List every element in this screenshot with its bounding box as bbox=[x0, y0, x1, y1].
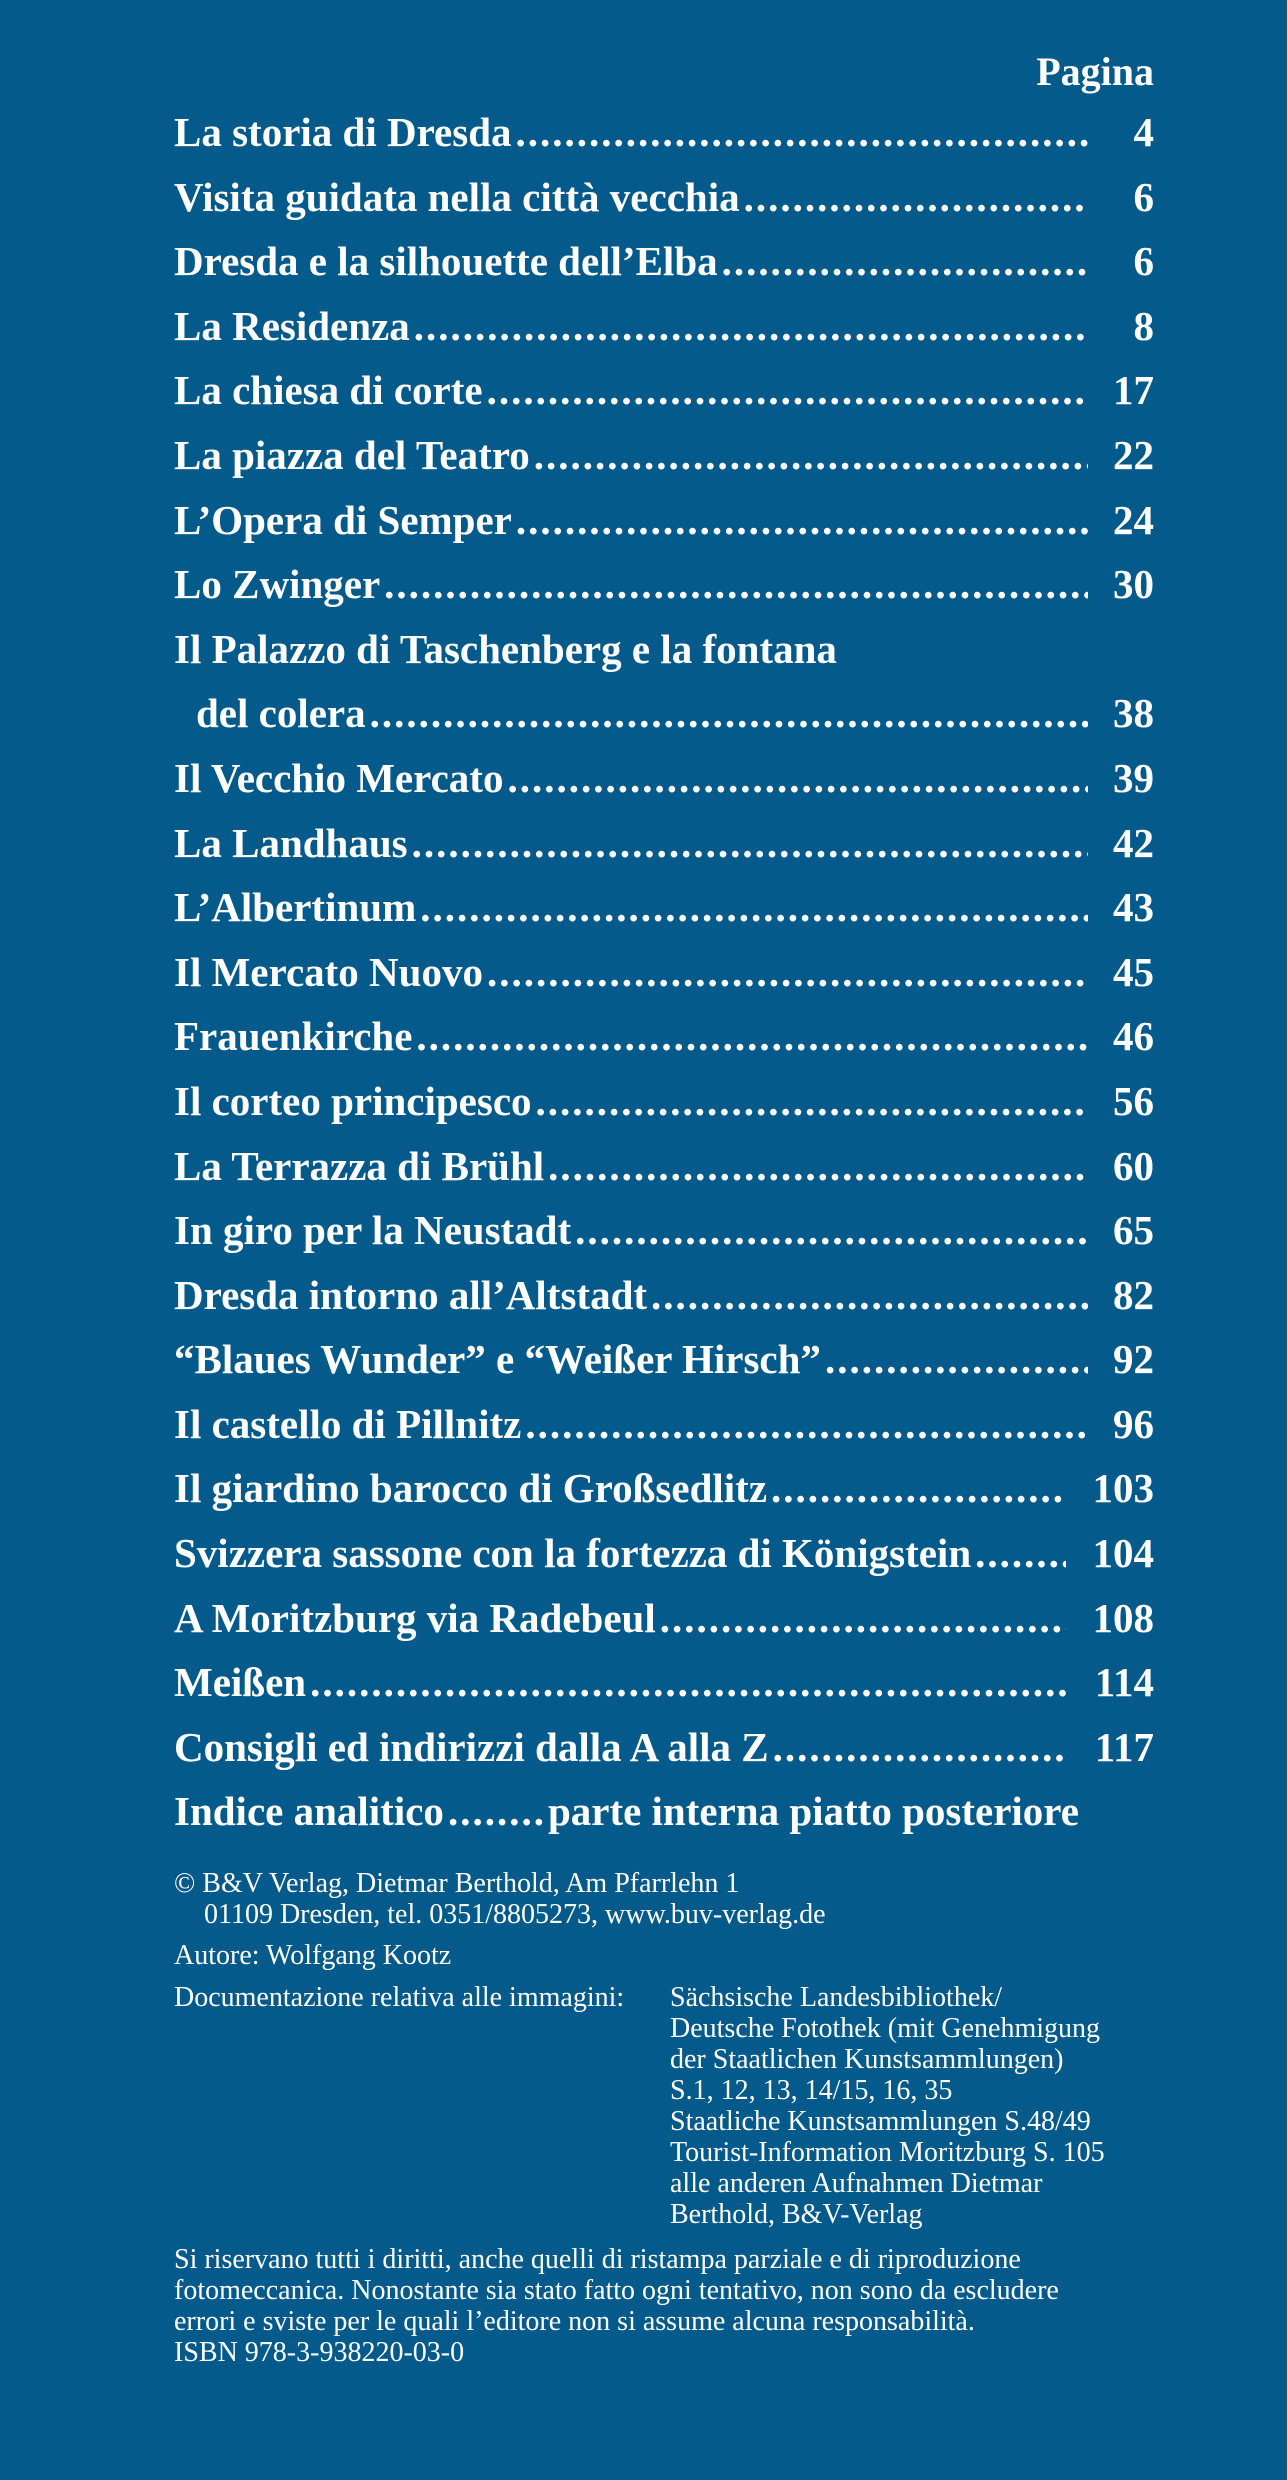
toc-page: 42 bbox=[1113, 819, 1154, 866]
leader-dots bbox=[722, 237, 1088, 285]
leader-dots bbox=[310, 1658, 1066, 1706]
leader-dots bbox=[448, 1787, 544, 1835]
toc-title: L’Opera di Semper bbox=[174, 496, 512, 543]
toc-page: 17 bbox=[1113, 367, 1154, 414]
toc-page: 56 bbox=[1113, 1077, 1154, 1124]
toc-title: La piazza del Teatro bbox=[174, 431, 530, 478]
toc-title: Il giardino barocco di Großsedlitz bbox=[174, 1465, 768, 1512]
image-credit-line: S.1, 12, 13, 14/15, 16, 35 bbox=[670, 2075, 953, 2106]
toc-page: 43 bbox=[1113, 884, 1154, 931]
toc-entry bbox=[174, 1594, 1154, 1659]
toc-page: 22 bbox=[1113, 431, 1154, 478]
toc-page: 114 bbox=[1094, 1659, 1154, 1706]
leader-dots bbox=[771, 1464, 1066, 1512]
image-credit-line: Tourist-Information Moritzburg S. 105 bbox=[670, 2137, 1105, 2168]
image-credits-label: Documentazione relativa alle immagini: bbox=[174, 1982, 625, 2013]
toc-title: La Landhaus bbox=[174, 819, 408, 866]
toc-entry bbox=[174, 366, 1154, 431]
toc-entry bbox=[174, 1529, 1154, 1594]
toc-page: 108 bbox=[1092, 1594, 1154, 1641]
toc-page: 82 bbox=[1113, 1271, 1154, 1318]
leader-dots bbox=[651, 1271, 1088, 1319]
toc-title: Visita guidata nella città vecchia bbox=[174, 173, 740, 220]
image-credit-line: alle anderen Aufnahmen Dietmar bbox=[670, 2168, 1043, 2199]
toc-page: 92 bbox=[1113, 1336, 1154, 1383]
leader-dots bbox=[744, 173, 1088, 221]
toc-title: “Blaues Wunder” e “Weißer Hirsch” bbox=[174, 1336, 821, 1383]
toc-title: La Terrazza di Brühl bbox=[174, 1142, 545, 1189]
leader-dots bbox=[575, 1206, 1088, 1254]
toc-entry bbox=[174, 496, 1154, 561]
toc-entry bbox=[174, 1206, 1154, 1271]
leader-dots bbox=[412, 819, 1088, 867]
toc-title: In giro per la Neustadt bbox=[174, 1207, 572, 1254]
image-credits-list bbox=[670, 1982, 1154, 2230]
toc-entry bbox=[174, 1335, 1154, 1400]
toc-entry bbox=[174, 108, 1154, 173]
toc-page: 8 bbox=[1133, 302, 1154, 349]
toc-title: Il castello di Pillnitz bbox=[174, 1400, 522, 1447]
leader-dots bbox=[414, 302, 1088, 350]
toc-title: Il Palazzo di Taschenberg e la fontana bbox=[174, 625, 837, 672]
leader-dots bbox=[536, 1077, 1088, 1125]
toc-entry bbox=[174, 560, 1154, 625]
toc-entry bbox=[174, 173, 1154, 238]
toc-title: La storia di Dresda bbox=[174, 109, 512, 155]
toc-title: Dresda e la silhouette dell’Elba bbox=[174, 238, 718, 285]
publisher-address: 01109 Dresden, tel. 0351/8805273, www.buv-verlag.de bbox=[204, 1899, 826, 1930]
rights-line: errori e sviste per le quali l’editore non si assume alcuna responsabilità. bbox=[174, 2306, 975, 2337]
toc-page: 39 bbox=[1113, 754, 1154, 801]
toc-title: Lo Zwinger bbox=[174, 561, 381, 608]
author-line: Autore: Wolfgang Kootz bbox=[174, 1940, 452, 1971]
toc-page: 24 bbox=[1113, 496, 1154, 543]
leader-dots bbox=[384, 560, 1088, 608]
toc-entry bbox=[174, 819, 1154, 884]
toc-entry bbox=[174, 1787, 1154, 1852]
toc-entry bbox=[174, 1271, 1154, 1336]
toc-entry bbox=[174, 754, 1154, 819]
toc-page: parte interna piatto posteriore bbox=[547, 1788, 1079, 1835]
image-credit-line: Deutsche Fotothek (mit Genehmigung bbox=[670, 2013, 1101, 2044]
rights-line: Si riservano tutti i diritti, anche quelli di ristampa parziale e di riproduzione bbox=[174, 2244, 1021, 2275]
toc-entry bbox=[174, 1658, 1154, 1723]
toc-entry bbox=[174, 883, 1154, 948]
toc-title: Il Mercato Nuovo bbox=[174, 948, 483, 995]
image-credit-line: der Staatlichen Kunstsammlungen) bbox=[670, 2044, 1064, 2075]
toc-title: L’Albertinum bbox=[174, 884, 417, 931]
toc-entry bbox=[174, 689, 1154, 754]
leader-dots bbox=[516, 496, 1088, 544]
toc-title: Meißen bbox=[174, 1659, 307, 1706]
toc-page: 45 bbox=[1113, 948, 1154, 995]
image-credit-line: Staatliche Kunstsammlungen S.48/49 bbox=[670, 2106, 1091, 2137]
toc-title: Indice analitico bbox=[174, 1788, 444, 1835]
toc-page: 6 bbox=[1133, 238, 1154, 285]
toc-entry bbox=[174, 948, 1154, 1013]
toc-page: 38 bbox=[1113, 690, 1154, 737]
toc-page: 30 bbox=[1113, 561, 1154, 608]
leader-dots bbox=[548, 1142, 1088, 1190]
leader-dots bbox=[487, 366, 1088, 414]
image-credit-line: Sächsische Landesbibliothek/ bbox=[670, 1982, 1003, 2013]
toc-entry bbox=[174, 1142, 1154, 1207]
toc-entry bbox=[174, 237, 1154, 302]
toc-title: Dresda intorno all’Altstadt bbox=[174, 1271, 648, 1318]
leader-dots bbox=[416, 1012, 1088, 1060]
rights-notice bbox=[174, 2244, 1154, 2337]
toc-page: 96 bbox=[1113, 1400, 1154, 1447]
toc-entry bbox=[174, 1464, 1154, 1529]
credits-block bbox=[174, 1868, 1154, 2368]
toc-title: A Moritzburg via Radebeul bbox=[174, 1594, 656, 1641]
toc-page: 4 bbox=[1133, 109, 1154, 155]
toc-entry bbox=[174, 431, 1154, 496]
toc-page: 65 bbox=[1113, 1207, 1154, 1254]
toc-title: Consigli ed indirizzi dalla A alla Z bbox=[174, 1723, 769, 1770]
toc-entry bbox=[174, 1012, 1154, 1077]
leader-dots bbox=[507, 754, 1088, 802]
leader-dots bbox=[420, 883, 1088, 931]
leader-dots bbox=[370, 689, 1088, 737]
toc-entry bbox=[174, 1723, 1154, 1788]
toc-title: Svizzera sassone con la fortezza di Königstein bbox=[174, 1530, 972, 1577]
leader-dots bbox=[534, 431, 1088, 479]
leader-dots bbox=[516, 108, 1088, 156]
leader-dots bbox=[773, 1723, 1066, 1771]
publisher-line: © B&V Verlag, Dietmar Berthold, Am Pfarrlehn 1 bbox=[174, 1868, 740, 1899]
toc-entry bbox=[174, 302, 1154, 367]
isbn: ISBN 978-3-938220-03-0 bbox=[174, 2337, 465, 2368]
leader-dots bbox=[487, 948, 1088, 996]
toc-title: La Residenza bbox=[174, 302, 410, 349]
image-credit-line: Berthold, B&V-Verlag bbox=[670, 2199, 923, 2230]
leader-dots bbox=[660, 1594, 1066, 1642]
leader-dots bbox=[525, 1400, 1088, 1448]
toc-page: 103 bbox=[1092, 1465, 1154, 1512]
toc-title: del colera bbox=[196, 690, 366, 737]
toc-entry bbox=[174, 1400, 1154, 1465]
toc-page: 117 bbox=[1094, 1723, 1154, 1770]
leader-dots bbox=[825, 1335, 1088, 1383]
pagina-header: Pagina bbox=[1036, 49, 1154, 94]
toc-list bbox=[174, 108, 1154, 1852]
toc-page: 46 bbox=[1113, 1013, 1154, 1060]
toc-title: Frauenkirche bbox=[174, 1013, 413, 1060]
toc-entry bbox=[174, 625, 1154, 690]
toc-page: 104 bbox=[1092, 1530, 1154, 1577]
toc-entry bbox=[174, 1077, 1154, 1142]
leader-dots bbox=[975, 1529, 1066, 1577]
toc-page: 6 bbox=[1133, 173, 1154, 220]
toc-page: 60 bbox=[1113, 1142, 1154, 1189]
rights-line: fotomeccanica. Nonostante sia stato fatto ogni tentativo, non sono da escludere bbox=[174, 2275, 1059, 2306]
image-credits bbox=[174, 1982, 1154, 2230]
toc-title: Il corteo principesco bbox=[174, 1077, 532, 1124]
toc-title: Il Vecchio Mercato bbox=[174, 754, 504, 801]
toc-title: La chiesa di corte bbox=[174, 367, 483, 414]
